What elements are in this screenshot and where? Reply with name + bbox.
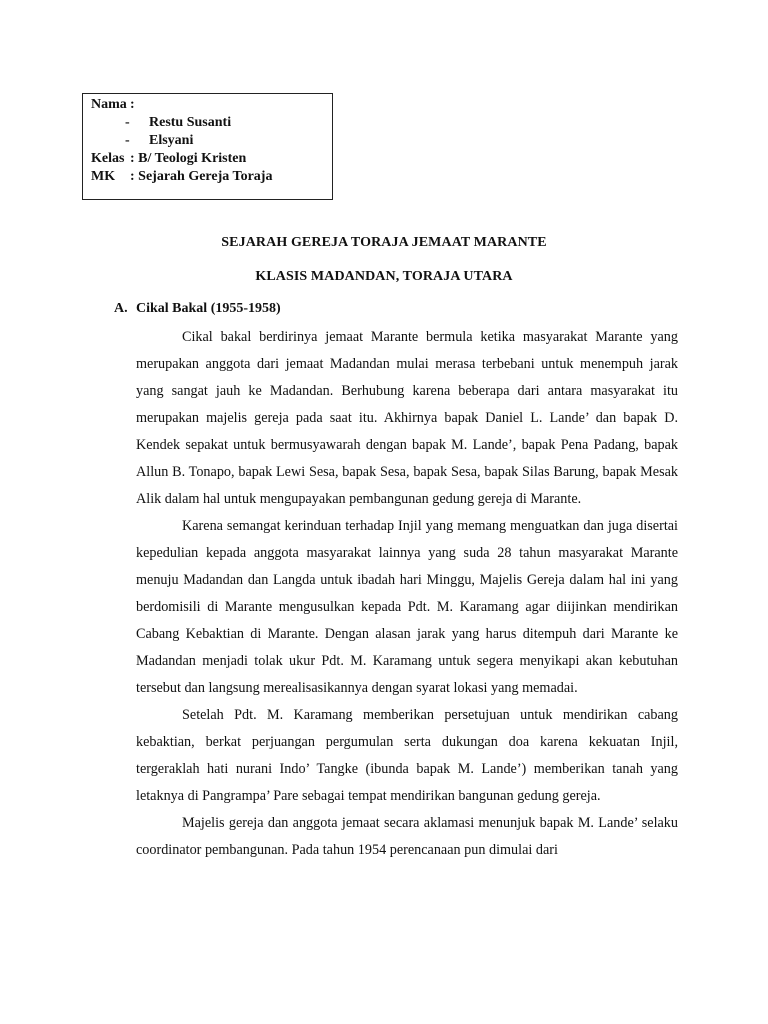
member-dash: - — [125, 133, 130, 148]
nama-label: Nama — [91, 97, 127, 112]
paragraph: Setelah Pdt. M. Karamang memberikan persetujuan untuk mendirikan cabang kebaktian, berkat perjuangan pergumulan serta dukungan doa karena kekuatan Injil, tergeraklah hati nurani Indo’ Tangke (ibunda bapak M. Lande’) memberikan tanah yang letaknya di Pangrampa’ Pare sebagai tempat mendirikan bangunan gedung gereja. — [136, 707, 678, 804]
member-name: Elsyani — [149, 133, 194, 148]
kelas-label: Kelas — [91, 151, 125, 166]
mk-value: : Sejarah Gereja Toraja — [130, 169, 273, 184]
member-dash: - — [125, 115, 130, 130]
kelas-row — [91, 150, 332, 168]
nama-separator: : — [130, 97, 135, 112]
document-subtitle: KLASIS MADANDAN, TORAJA UTARA — [255, 269, 513, 284]
paragraph: Majelis gereja dan anggota jemaat secara aklamasi menunjuk bapak M. Lande’ selaku coordinator pembangunan. Pada tahun 1954 perencanaan pun dimulai dari — [136, 815, 678, 858]
nama-row — [91, 96, 332, 114]
section-letter: A. — [114, 301, 128, 316]
paragraph: Karena semangat kerinduan terhadap Injil yang memang menguatkan dan juga disertai kepedulian kepada anggota masyarakat lainnya yang suda 28 tahun masyarakat Marante menuju Madandan dan Langda untuk ibadah hari Minggu, Majelis Gereja dalam hal ini yang berdomisili di Marante mengusulkan kepada Pdt. M. Karamang agar diijinkan mendirikan Cabang Kebaktian di Marante. Dengan alasan jarak yang harus ditempuh dari Marante ke Madandan menjadi tolak ukur Pdt. M. Karamang untuk segera menyikapi akan kebutuhan tersebut dan langsung merealisasikannya dengan syarat lokasi yang memadai. — [136, 518, 678, 696]
kelas-value: : B/ Teologi Kristen — [130, 151, 247, 166]
document-title: SEJARAH GEREJA TORAJA JEMAAT MARANTE — [221, 235, 547, 250]
mk-label: MK — [91, 169, 116, 184]
member-name: Restu Susanti — [149, 115, 232, 130]
mk-row — [91, 168, 332, 186]
member-item — [91, 114, 332, 132]
identity-box — [82, 93, 333, 200]
section-title: Cikal Bakal (1955-1958) — [136, 301, 281, 316]
section-heading — [114, 301, 281, 317]
body-text — [136, 324, 678, 864]
member-item — [91, 132, 332, 150]
paragraph: Cikal bakal berdirinya jemaat Marante bermula ketika masyarakat Marante yang merupakan anggota dari jemaat Madandan mulai merasa terbebani untuk menempuh jarak yang sangat jauh ke Madandan. Berhubung karena beberapa dari antara masyarakat itu merupakan majelis gereja pada saat itu. Akhirnya bapak Daniel L. Lande’ dan bapak D. Kendek sepakat untuk bermusyawarah dengan bapak M. Lande’, bapak Pena Padang, bapak Allun B. Tonapo, bapak Lewi Sesa, bapak Sesa, bapak Sesa, bapak Silas Barung, bapak Mesak Alik dalam hal untuk mengupayakan pembangunan gedung gereja di Marante. — [136, 329, 678, 507]
